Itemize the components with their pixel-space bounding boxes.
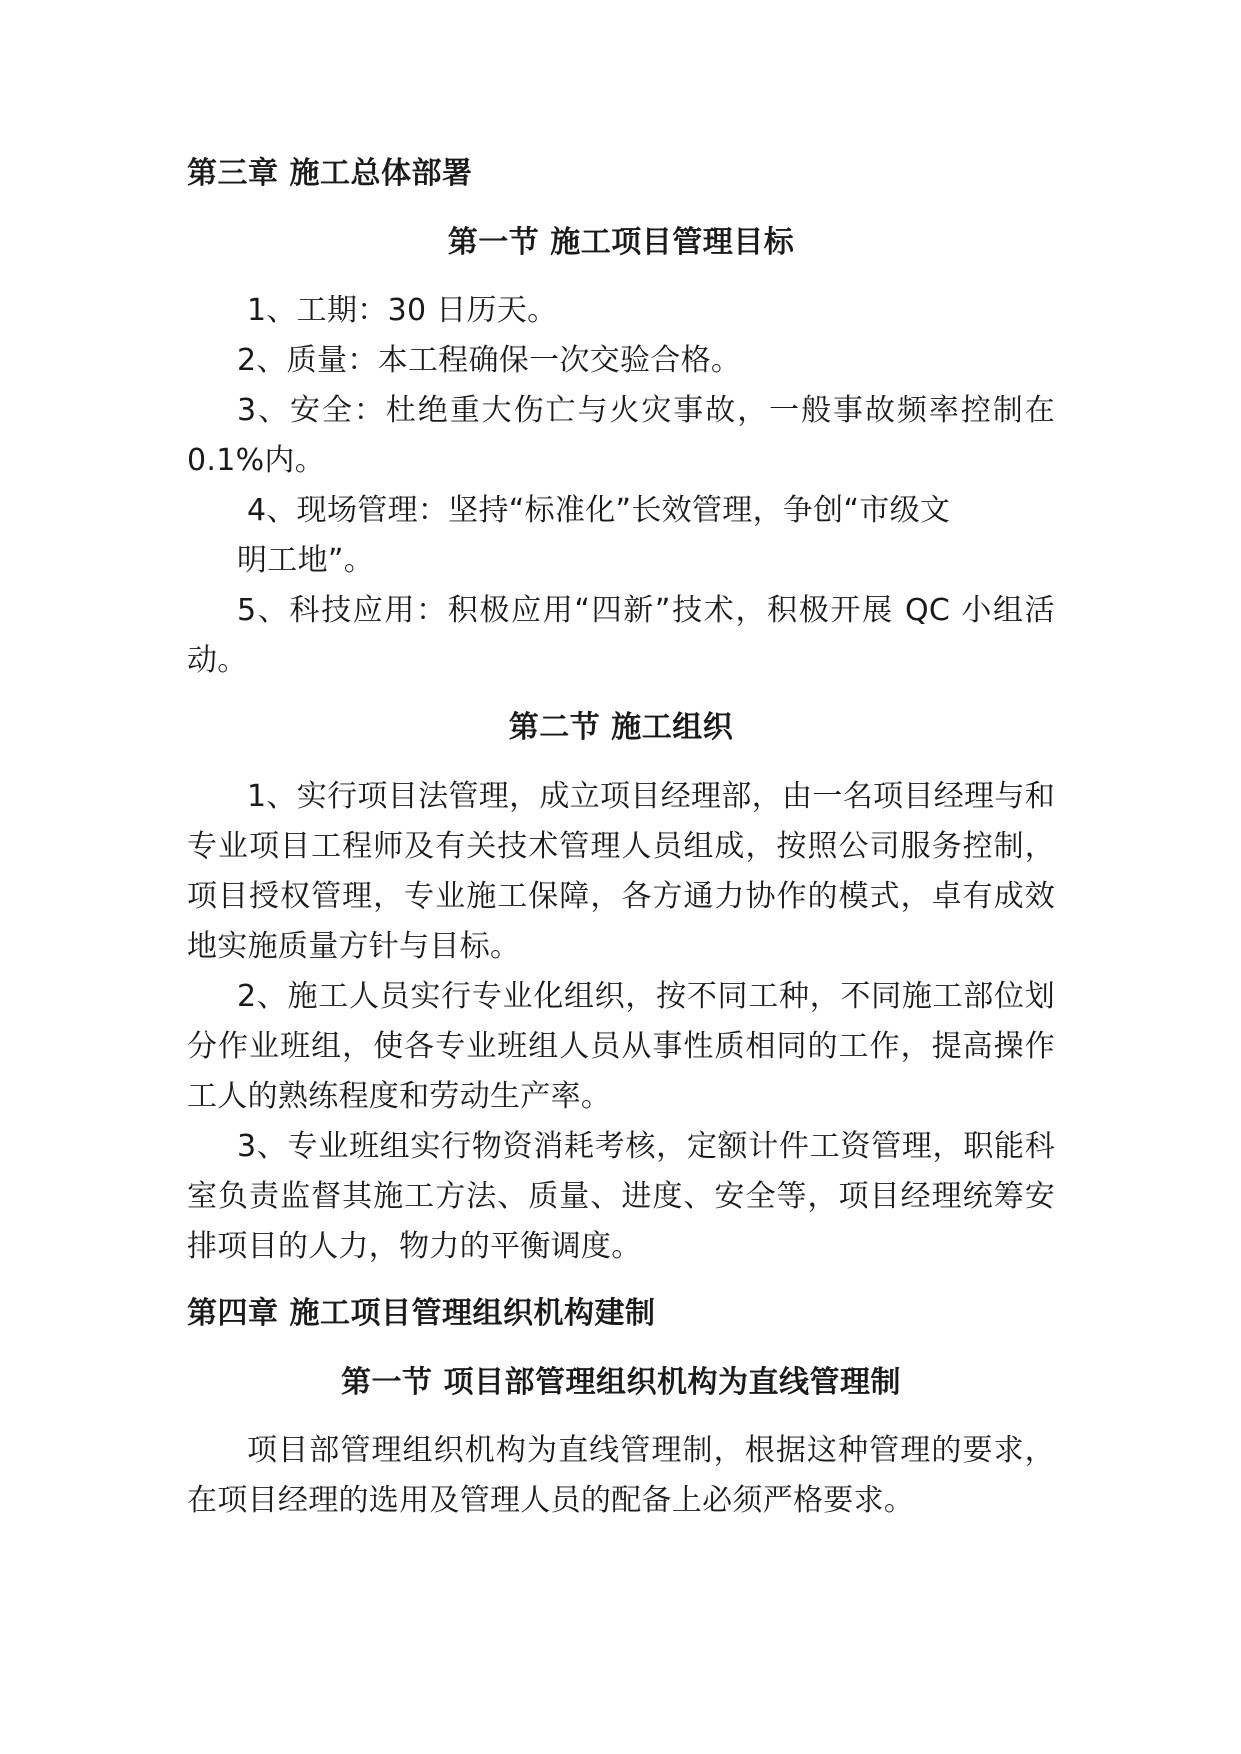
organization-item-3: 3、专业班组实行物资消耗考核，定额计件工资管理，职能科室负责监督其施工方法、质量、进度、安全等，项目经理统筹安排项目的人力，物力的平衡调度。	[187, 1129, 1055, 1264]
goal-item-site-management-cont: 明工地”。	[237, 543, 375, 578]
organization-list	[187, 772, 1055, 1272]
chapter-4-section-1-paragraph: 项目部管理组织机构为直线管理制，根据这种管理的要求，在项目经理的选用及管理人员的配备上必须严格要求。	[187, 1433, 1055, 1518]
goal-item-schedule: 1、工期：30 日历天。	[247, 293, 558, 328]
document-body	[187, 152, 1055, 1526]
goals-list	[187, 286, 1055, 686]
organization-item-2: 2、施工人员实行专业化组织，按不同工种，不同施工部位划分作业班组，使各专业班组人员从事性质相同的工作，提高操作工人的熟练程度和劳动生产率。	[187, 979, 1055, 1114]
goal-item-quality: 2、质量：本工程确保一次交验合格。	[237, 343, 742, 378]
goal-item-site-management: 4、现场管理：坚持“标准化”长效管理，争创“市级文	[247, 493, 951, 528]
goal-item-safety: 3、安全：杜绝重大伤亡与火灾事故，一般事故频率控制在 0.1%内。	[187, 393, 1055, 478]
chapter-3-title: 第三章 施工总体部署	[187, 156, 473, 191]
chapter-3-section-1-title: 第一节 施工项目管理目标	[447, 225, 795, 260]
chapter-4-title: 第四章 施工项目管理组织机构建制	[187, 1296, 656, 1331]
chapter-4-section-1-title: 第一节 项目部管理组织机构为直线管理制	[341, 1365, 901, 1400]
chapter-3-section-2-title: 第二节 施工组织	[508, 710, 734, 745]
goal-item-technology: 5、科技应用：积极应用“四新”技术，积极开展 QC 小组活动。	[187, 593, 1055, 678]
organization-item-1: 1、实行项目法管理，成立项目经理部，由一名项目经理与和专业项目工程师及有关技术管理人员组成，按照公司服务控制，项目授权管理，专业施工保障，各方通力协作的模式，卓有成效地实施质量方针与目标。	[187, 779, 1055, 964]
